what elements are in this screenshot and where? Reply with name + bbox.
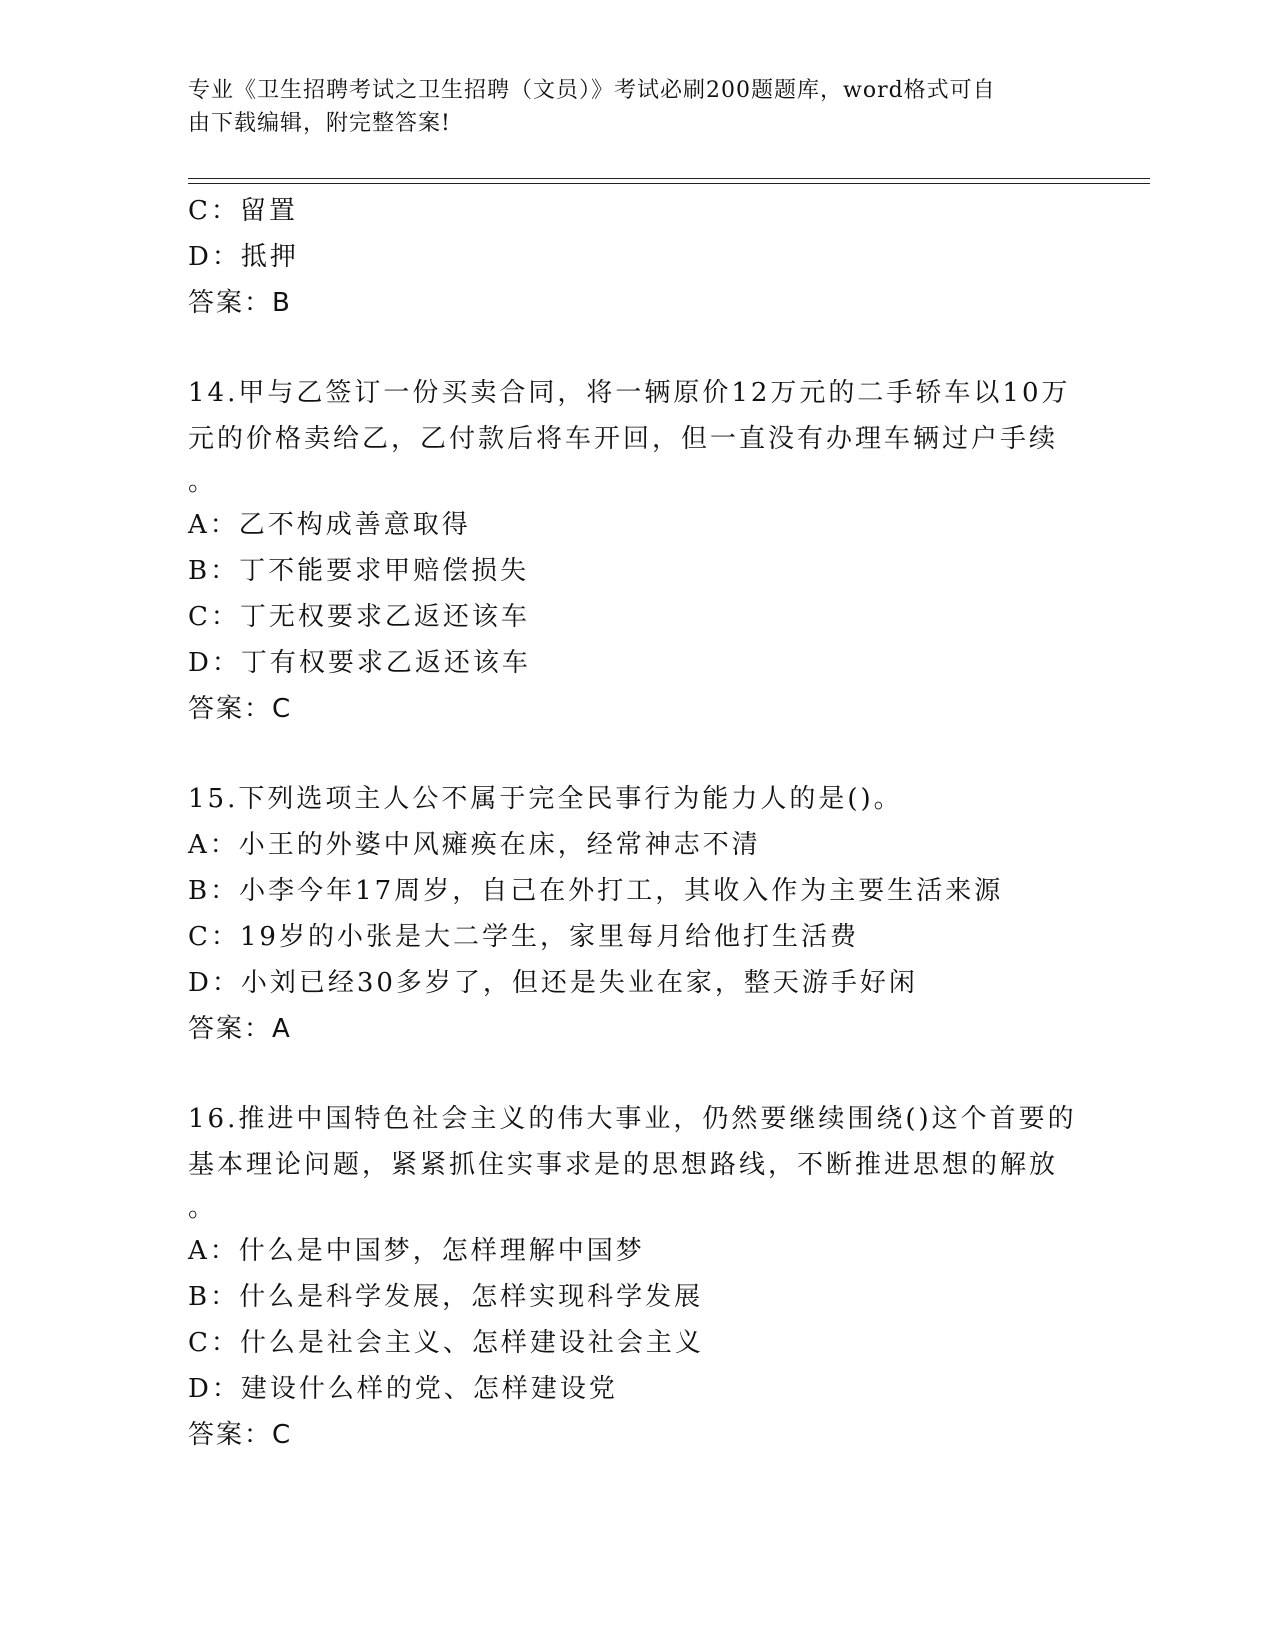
option-d: D：建设什么样的党、怎样建设党	[188, 1374, 618, 1404]
spacer	[188, 326, 1088, 370]
question-stem-line-3: 。	[188, 1193, 215, 1223]
answer: 答案：B	[188, 288, 292, 318]
question-list	[188, 188, 1088, 1458]
header-line-2: 由下载编辑，附完整答案!	[188, 111, 451, 136]
answer: 答案：C	[188, 694, 293, 724]
spacer	[188, 1052, 1088, 1096]
option-b: B：丁不能要求甲赔偿损失	[188, 556, 530, 586]
question-stem-line-1: 14.甲与乙签订一份买卖合同，将一辆原价12万元的二手轿车以10万	[188, 378, 1071, 408]
question-13	[188, 188, 1088, 326]
spacer	[188, 732, 1088, 776]
answer: 答案：C	[188, 1420, 293, 1450]
option-a: A：什么是中国梦，怎样理解中国梦	[188, 1236, 645, 1266]
question-stem-line-1: 15.下列选项主人公不属于完全民事行为能力人的是()。	[188, 784, 903, 814]
option-a: A：乙不构成善意取得	[188, 510, 471, 540]
option-d: D：抵押	[188, 242, 299, 272]
answer: 答案：A	[188, 1014, 292, 1044]
header-divider-bottom	[188, 183, 1150, 184]
question-stem-line-3: 。	[188, 467, 215, 497]
question-16	[188, 1096, 1088, 1458]
option-b: B：小李今年17周岁，自己在外打工，其收入作为主要生活来源	[188, 876, 1004, 906]
option-d: D：丁有权要求乙返还该车	[188, 648, 531, 678]
option-c: C：19岁的小张是大二学生，家里每月给他打生活费	[188, 922, 859, 952]
option-c: C：留置	[188, 196, 298, 226]
question-stem-line-1: 16.推进中国特色社会主义的伟大事业，仍然要继续围绕()这个首要的	[188, 1104, 1077, 1134]
option-c: C：什么是社会主义、怎样建设社会主义	[188, 1328, 704, 1358]
option-d: D：小刘已经30多岁了，但还是失业在家，整天游手好闲	[188, 968, 918, 998]
question-stem-line-2: 基本理论问题，紧紧抓住实事求是的思想路线，不断推进思想的解放	[188, 1150, 1059, 1180]
option-b: B：什么是科学发展，怎样实现科学发展	[188, 1282, 704, 1312]
document-header	[188, 74, 1088, 140]
question-stem-line-2: 元的价格卖给乙，乙付款后将车开回，但一直没有办理车辆过户手续	[188, 424, 1059, 454]
header-divider-top	[188, 178, 1150, 179]
option-c: C：丁无权要求乙返还该车	[188, 602, 530, 632]
header-line-1: 专业《卫生招聘考试之卫生招聘（文员）》考试必刷200题题库，word格式可自	[188, 78, 996, 103]
question-15	[188, 776, 1088, 1052]
option-a: A：小王的外婆中风瘫痪在床，经常神志不清	[188, 830, 761, 860]
question-14	[188, 370, 1088, 732]
